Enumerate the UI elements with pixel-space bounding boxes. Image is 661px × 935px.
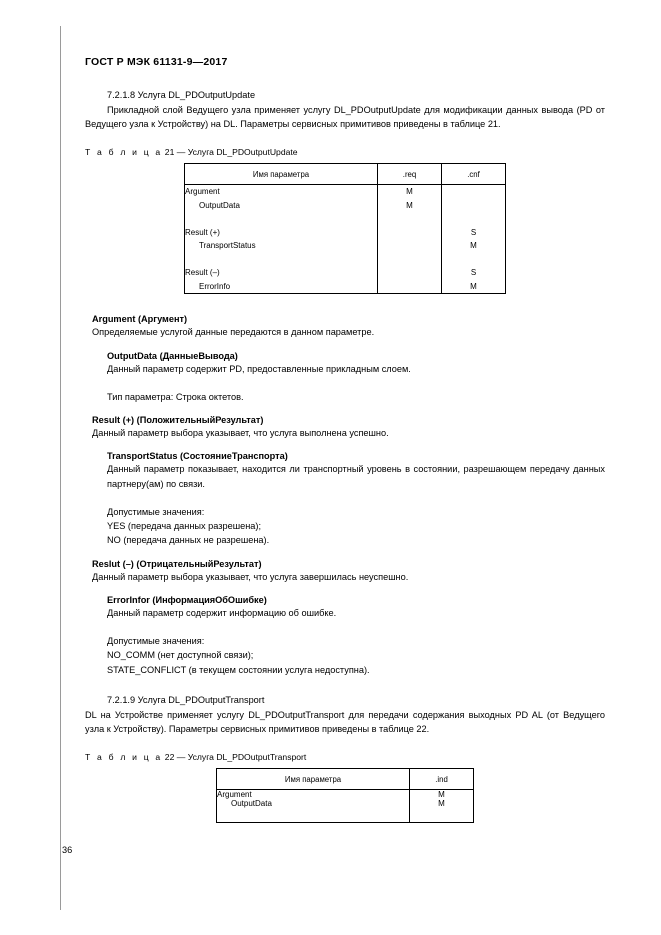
table-21-header-row bbox=[185, 164, 506, 185]
definition-argument-term: Argument (Аргумент) bbox=[92, 314, 188, 325]
table-21-req-cell bbox=[378, 185, 442, 294]
definition-errorinfo bbox=[85, 595, 605, 677]
table-21-name-7: ErrorInfo bbox=[199, 281, 231, 291]
definition-transportstatus bbox=[85, 451, 605, 547]
table-22-names-cell bbox=[217, 790, 410, 823]
definition-errorinfo-values-label: Допустимые значения: bbox=[107, 636, 205, 647]
table-22-header-row bbox=[217, 769, 474, 790]
table-22-name-0: Argument bbox=[217, 790, 252, 800]
table-21 bbox=[184, 163, 506, 294]
definitions-list bbox=[85, 314, 605, 676]
table-21-req-4 bbox=[378, 239, 441, 253]
table-21-caption-number: 21 bbox=[164, 147, 175, 158]
table-21-req-1: M bbox=[406, 200, 413, 210]
table-21-name-1: OutputData bbox=[199, 200, 240, 210]
table-21-cnf-4: M bbox=[470, 241, 477, 251]
definition-outputdata-desc-1: Данный параметр содержит PD, предоставленные прикладным слоем. bbox=[107, 363, 411, 374]
section-7219 bbox=[85, 695, 605, 736]
definition-transportstatus-value-no: NO (передача данных не разрешена). bbox=[107, 535, 270, 546]
definition-result-negative bbox=[85, 559, 605, 584]
definition-errorinfo-value-nocomm: NO_COMM (нет доступной связи); bbox=[107, 650, 254, 661]
table-21-req-5 bbox=[378, 253, 441, 267]
table-22-caption-label: Т а б л и ц а bbox=[85, 752, 163, 763]
section-7218-paragraph: Прикладной слой Ведущего узла применяет услугу DL_PDOutputUpdate для модификации данных вывода (PD от Ведущего узла к Устройству) на DL. Параметры сервисных примитивов приведены в таблице 21. bbox=[85, 105, 605, 130]
table-21-req-2 bbox=[378, 212, 441, 226]
definition-argument-desc: Определяемые услугой данные передаются в данном параметре. bbox=[92, 327, 375, 338]
table-21-name-0: Argument bbox=[185, 187, 220, 197]
table-22-body-row bbox=[217, 790, 474, 823]
table-21-name-6: Result (–) bbox=[185, 268, 220, 278]
definition-result-negative-desc: Данный параметр выбора указывает, что услуга завершилась неуспешно. bbox=[92, 571, 409, 582]
definition-errorinfo-term: ErrorInfor (ИнформацияОбОшибке) bbox=[107, 594, 267, 605]
table-22-name-1: OutputData bbox=[231, 799, 272, 809]
table-21-caption-label: Т а б л и ц а bbox=[85, 147, 163, 158]
definition-outputdata-term: OutputData (ДанныеВывода) bbox=[107, 350, 238, 361]
table-21-header-name: Имя параметра bbox=[185, 164, 378, 185]
table-21-header-cnf: .cnf bbox=[442, 164, 506, 185]
definition-result-positive bbox=[85, 415, 605, 440]
table-21-name-3: Result (+) bbox=[185, 227, 220, 237]
definition-transportstatus-values-label: Допустимые значения: bbox=[107, 507, 205, 518]
table-21-cnf-7: M bbox=[470, 281, 477, 291]
table-22-caption-number: 22 bbox=[164, 752, 175, 763]
table-21-cnf-6: S bbox=[470, 268, 477, 278]
table-21-cnf-cell bbox=[442, 185, 506, 294]
table-21-cnf-2 bbox=[442, 212, 505, 226]
table-22-header-ind: .ind bbox=[410, 769, 474, 790]
section-heading-7218: 7.2.1.8 Услуга DL_PDOutputUpdate bbox=[107, 90, 256, 100]
table-21-cnf-0 bbox=[442, 185, 505, 199]
table-21-name-5 bbox=[185, 253, 377, 267]
table-22-header-name: Имя параметра bbox=[217, 769, 410, 790]
definition-transportstatus-spacer bbox=[107, 491, 605, 505]
definition-outputdata-desc-2: Тип параметра: Строка октетов. bbox=[107, 392, 244, 403]
page-margin-rule bbox=[60, 26, 61, 910]
section-heading-7219: 7.2.1.9 Услуга DL_PDOutputTransport bbox=[107, 694, 265, 705]
table-22-ind-1: M bbox=[438, 799, 445, 809]
table-21-req-3 bbox=[378, 226, 441, 240]
table-21-name-2 bbox=[185, 212, 377, 226]
table-21-req-7 bbox=[378, 280, 441, 294]
definition-transportstatus-desc-1: Данный параметр показывает, находится ли транспортный уровень в состоянии, разрешающем передачу данных партнеру(ам) по связи. bbox=[107, 464, 605, 489]
table-21-caption-title: — Услуга DL_PDOutputUpdate bbox=[176, 147, 298, 158]
definition-errorinfo-value-stateconflict: STATE_CONFLICT (в текущем состоянии услуга недоступна). bbox=[107, 664, 370, 675]
definition-transportstatus-value-yes: YES (передача данных разрешена); bbox=[107, 521, 262, 532]
table-21-req-0: M bbox=[406, 187, 413, 197]
table-21-names-cell bbox=[185, 185, 378, 294]
table-22-caption bbox=[85, 752, 605, 762]
section-7219-paragraph: DL на Устройстве применяет услугу DL_PDOutputTransport для передачи содержания выходных PD AL (от Ведущего узла к Устройству). Параметры сервисных примитивов приведены в таблице 22. bbox=[85, 709, 605, 735]
table-21-name-4: TransportStatus bbox=[199, 241, 256, 251]
definition-outputdata bbox=[85, 351, 605, 405]
definition-argument bbox=[85, 314, 605, 339]
definition-errorinfo-spacer bbox=[107, 620, 605, 634]
table-21-caption bbox=[85, 147, 605, 157]
document-standard-header: ГОСТ Р МЭК 61131-9—2017 bbox=[85, 56, 228, 68]
table-21-req-6 bbox=[378, 266, 441, 280]
page-content bbox=[85, 56, 605, 823]
table-21-header-req: .req bbox=[378, 164, 442, 185]
definition-outputdata-spacer bbox=[107, 376, 605, 390]
definition-transportstatus-term: TransportStatus (СостояниеТранспорта) bbox=[107, 451, 288, 462]
definition-result-negative-term: Reslut (–) (ОтрицательныйРезультат) bbox=[92, 558, 262, 569]
table-21-cnf-3: S bbox=[470, 227, 477, 237]
table-22-ind-cell bbox=[410, 790, 474, 823]
table-22-ind-0: M bbox=[438, 790, 445, 800]
table-22-caption-title: — Услуга DL_PDOutputTransport bbox=[176, 752, 307, 763]
table-21-body-row bbox=[185, 185, 506, 294]
definition-errorinfo-desc-1: Данный параметр содержит информацию об ошибке. bbox=[107, 607, 337, 618]
definition-result-positive-desc: Данный параметр выбора указывает, что услуга выполнена успешно. bbox=[92, 428, 389, 439]
table-22 bbox=[216, 768, 474, 823]
page-number: 36 bbox=[62, 845, 73, 855]
table-21-cnf-1 bbox=[442, 199, 505, 213]
definition-result-positive-term: Result (+) (ПоложительныйРезультат) bbox=[92, 415, 264, 426]
table-21-cnf-5 bbox=[442, 253, 505, 267]
